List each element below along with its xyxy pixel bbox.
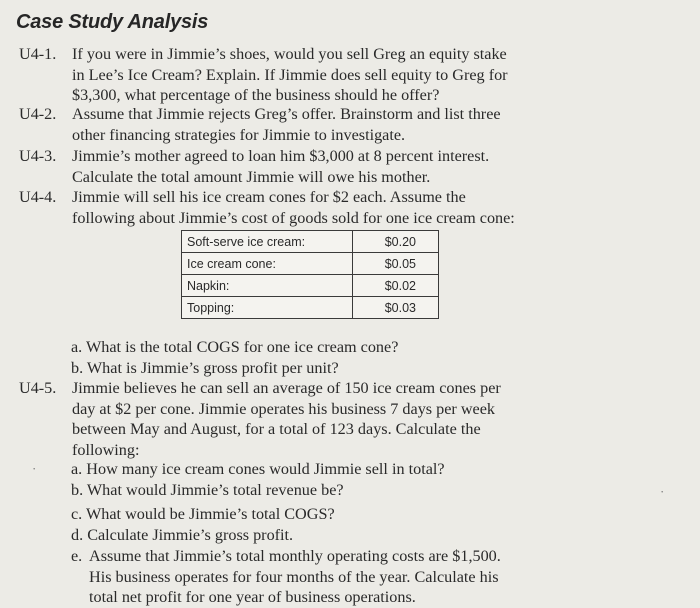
question-text-line: day at $2 per cone. Jimmie operates his business 7 days per week: [72, 399, 496, 418]
table-row: [182, 253, 439, 275]
question-number: U4-3.: [19, 147, 57, 165]
question-text-line: Calculate the total amount Jimmie will owe his mother.: [72, 167, 431, 186]
part-text-line: total net profit for one year of business operations.: [89, 588, 416, 606]
cogs-cost: $0.02: [353, 275, 439, 297]
part-label: e.: [71, 547, 83, 565]
table-row: [182, 297, 439, 319]
cogs-item: Ice cream cone:: [182, 253, 353, 275]
question-text-line: following about Jimmie’s cost of goods sold for one ice cream cone:: [72, 208, 515, 227]
part-text: What is Jimmie’s gross profit per unit?: [86, 359, 339, 377]
part-text: How many ice cream cones would Jimmie sell in total?: [86, 460, 445, 478]
question-part: [71, 358, 339, 379]
stray-mark: ·: [32, 461, 37, 476]
question-text-line: other financing strategies for Jimmie to investigate.: [72, 125, 406, 144]
part-text: What would Jimmie’s total revenue be?: [86, 481, 344, 499]
part-text: What would be Jimmie’s total COGS?: [86, 505, 335, 523]
question-part: [71, 525, 293, 546]
question-u4-2: [19, 104, 501, 145]
question-text-line: If you were in Jimmie’s shoes, would you sell Greg an equity stake: [72, 45, 507, 63]
cogs-item: Soft-serve ice cream:: [182, 231, 353, 253]
question-number: U4-2.: [19, 105, 57, 123]
question-text-line: between May and August, for a total of 123 days. Calculate the: [72, 420, 481, 438]
part-label: d.: [71, 526, 84, 544]
cogs-cost: $0.03: [353, 297, 439, 319]
table-row: [182, 275, 439, 297]
part-text-line: His business operates for four months of the year. Calculate his: [89, 567, 499, 586]
question-part: [71, 480, 344, 501]
question-text-line: in Lee’s Ice Cream? Explain. If Jimmie does sell equity to Greg for: [72, 65, 508, 84]
part-label: c.: [71, 505, 83, 523]
cogs-item: Napkin:: [182, 275, 353, 297]
question-number: U4-4.: [19, 188, 57, 206]
table-row: [182, 231, 439, 253]
question-u4-1: [19, 44, 508, 106]
question-u4-5: [19, 378, 501, 460]
question-part: [71, 504, 335, 525]
part-label: a.: [71, 460, 83, 478]
part-label: b.: [71, 481, 84, 499]
cogs-item: Topping:: [182, 297, 353, 319]
question-text-line: Assume that Jimmie rejects Greg’s offer. Brainstorm and list three: [72, 105, 501, 123]
question-number: U4-1.: [19, 45, 57, 63]
question-part: [71, 546, 501, 608]
stray-mark: ·: [660, 484, 665, 499]
part-label: a.: [71, 338, 83, 356]
question-text-line: following:: [72, 440, 140, 459]
question-u4-3: [19, 146, 489, 187]
question-text-line: Jimmie will sell his ice cream cones for $2 each. Assume the: [72, 188, 466, 206]
part-label: b.: [71, 359, 84, 377]
part-text-line: Assume that Jimmie’s total monthly operating costs are $1,500.: [89, 547, 501, 565]
question-part: [71, 337, 398, 358]
question-u4-4: [19, 187, 515, 228]
part-text: What is the total COGS for one ice cream cone?: [86, 338, 399, 356]
question-text-line: Jimmie’s mother agreed to loan him $3,000 at 8 percent interest.: [72, 147, 490, 165]
page-title: Case Study Analysis: [16, 11, 209, 33]
cogs-table: [181, 230, 439, 319]
question-number: U4-5.: [19, 379, 57, 397]
cogs-cost: $0.20: [353, 231, 439, 253]
question-text-line: $3,300, what percentage of the business should he offer?: [72, 86, 440, 104]
cogs-cost: $0.05: [353, 253, 439, 275]
question-part: [71, 459, 445, 480]
part-text: Calculate Jimmie’s gross profit.: [87, 526, 294, 544]
question-text-line: Jimmie believes he can sell an average of 150 ice cream cones per: [72, 379, 501, 397]
